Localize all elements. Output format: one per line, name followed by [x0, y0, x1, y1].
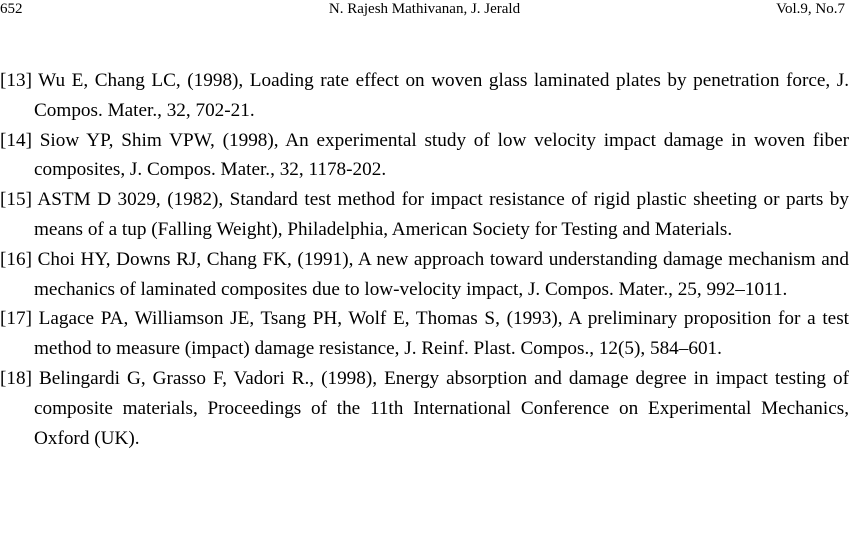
- header-volume: Vol.9, No.7: [776, 1, 845, 17]
- header-authors: N. Rajesh Mathivanan, J. Jerald: [328, 1, 521, 17]
- reference-17: [17] Lagace PA, Williamson JE, Tsang PH, Wolf E, Thomas S, (1993), A preliminary proposition for a test method to measure (impact) damage resistance, J. Reinf. Plast. Compos., 12(5), 584–601.: [0, 308, 849, 360]
- running-header: [0, 0, 849, 22]
- reference-13: [13] Wu E, Chang LC, (1998), Loading rate effect on woven glass laminated plates by penetration force, J. Compos. Mater., 32, 702-21.: [0, 70, 849, 121]
- reference-15: [15] ASTM D 3029, (1982), Standard test method for impact resistance of rigid plastic sheeting or parts by means of a tup (Falling Weight), Philadelphia, American Society for Testing and Materials.: [0, 189, 849, 240]
- reference-16: [16] Choi HY, Downs RJ, Chang FK, (1991), A new approach toward understanding damage mechanism and mechanics of laminated composites due to low-velocity impact, J. Compos. Mater., 25, 992–1011.: [0, 248, 849, 300]
- reference-18: [18] Belingardi G, Grasso F, Vadori R., (1998), Energy absorption and damage degree in impact testing of composite materials, Proceedings of the 11th International Conference on Experimental Mechanics, Oxford (UK).: [0, 367, 849, 449]
- reference-14: [14] Siow YP, Shim VPW, (1998), An experimental study of low velocity impact damage in woven fiber composites, J. Compos. Mater., 32, 1178-202.: [0, 129, 849, 181]
- reference-list: [0, 66, 849, 453]
- header-page-number: 652: [0, 1, 23, 17]
